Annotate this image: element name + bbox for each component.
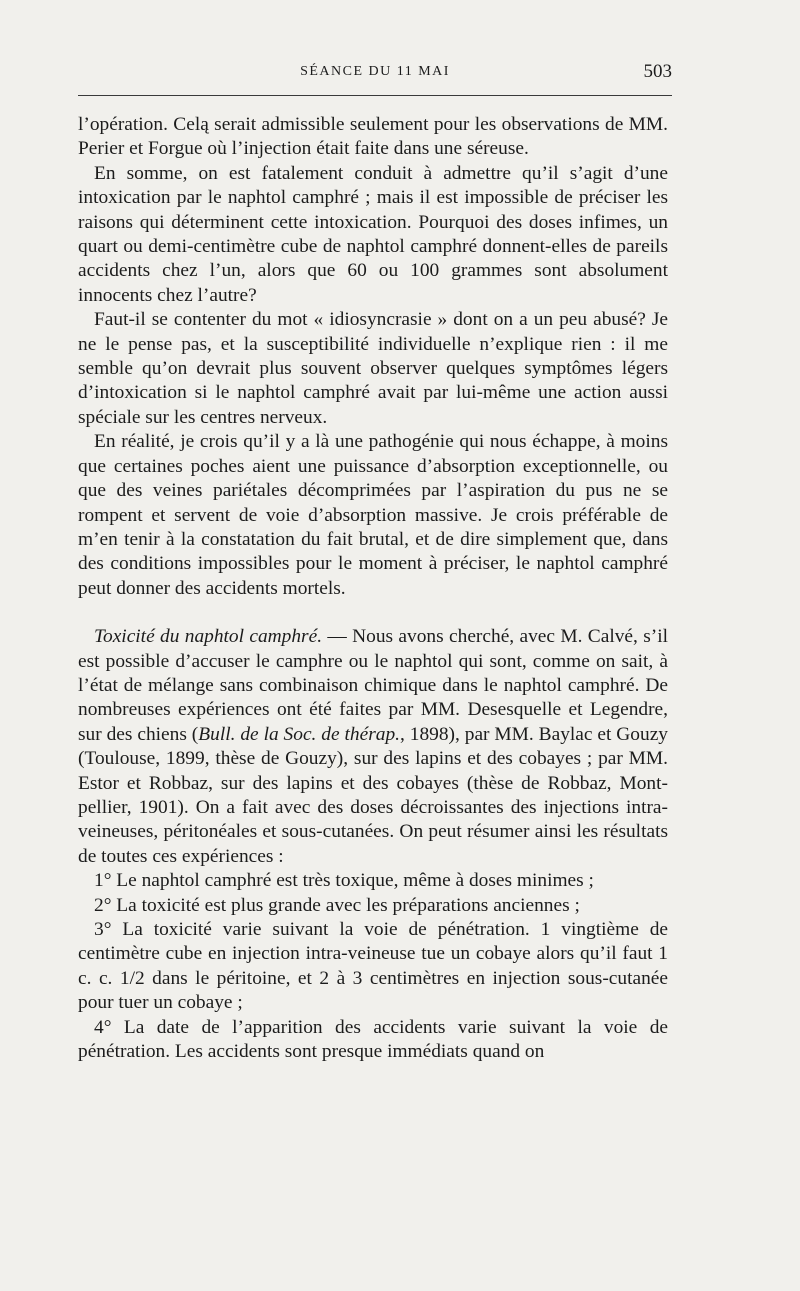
list-item-4: 4° La date de l’apparition des accidents varie suivant la voie de pénétration. Les accidents sont presque immédiats quand on [78, 1016, 668, 1063]
paragraph-1: l’opération. Celą serait admissible seulement pour les observations de MM. Perier et Forgue où l’injection était faite dans une séreuse. [78, 114, 668, 160]
paragraph-5 [78, 625, 668, 869]
list-item-2: 2° La toxicité est plus grande avec les préparations anciennes ; [94, 894, 580, 916]
paragraph-5-text-a: — Nous avons cherché, avec M. Calvé, s’il est possible d’accuser le camphre ou le naphtol qui sont, comme on sait, à l’état de mélange sans combinaison chimique dans le naphtol camphré. De nombreuses expériences ont été faites par MM. Desesquelle et Legendre, sur des chiens ( [78, 626, 668, 745]
list-item-1: 1° Le naphtol camphré est très toxique, même à doses minimes ; [94, 870, 594, 892]
body-text [78, 113, 668, 1064]
paragraph-5-text-b: , 1898), par MM. Baylac et Gouzy (Toulouse, 1899, thèse de Gouzy), sur des lapins et des cobayes ; par MM. Estor et Robbaz, sur des lapins et des cobayes (thèse de Robbaz, Montpellier, 1901). On a fait avec des doses décroissantes des injections intra-veineuses, péritonéales et sous-cutanées. On peut résumer ainsi les résultats de toutes ces expériences : [78, 723, 669, 867]
citation: Bull. de la Soc. de thérap. [198, 723, 400, 745]
running-title: SÉANCE DU 11 MAI [300, 64, 450, 79]
section-heading: Toxicité du naphtol camphré. [94, 626, 323, 648]
page-number: 503 [643, 61, 672, 82]
header-rule [78, 95, 672, 96]
running-header [78, 60, 672, 86]
paragraph-3: Faut-il se contenter du mot « idiosyncrasie » dont on a un peu abusé? Je ne le pense pas, et la susceptibilité individuelle n’explique rien : il me semble qu’on devrait plus souvent observer quelques symptômes légers d’intoxication si le naphtol camphré avait par lui-même une action aussi spéciale sur les centres nerveux. [78, 309, 668, 428]
paragraph-4: En réalité, je crois qu’il y a là une pathogénie qui nous échappe, à moins que certaines poches aient une puissance d’absorption exceptionnelle, ou que des veines pariétales décomprimées par l’aspiration du pus ne se rompent et servent de voie d’absorption massive. Je crois préférable de m’en tenir à la constatation du fait brutal, et de dire simplement que, dans des conditions impossibles pour le moment à préciser, le naphtol camphré peut donner des accidents mortels. [78, 431, 668, 599]
list-item-3: 3° La toxicité varie suivant la voie de pénétration. 1 vingtième de centimètre cube en injection intra-veineuse tue un cobaye alors qu’il faut 1 c. c. 1/2 dans le péritoine, et 2 à 3 centimètres en injection sous-cutanée pour tuer un cobaye ; [78, 919, 668, 1014]
paragraph-2: En somme, on est fatalement conduit à admettre qu’il s’agit d’une intoxication par le naphtol camphré ; mais il est impossible de préciser les raisons qui déterminent cette intoxication. Pourquoi des doses infimes, un quart ou demi-centimètre cube de naphtol camphré donnent-elles de pareils accidents chez l’un, alors que 60 ou 100 grammes sont absolument innocents chez l’autre? [78, 162, 668, 306]
